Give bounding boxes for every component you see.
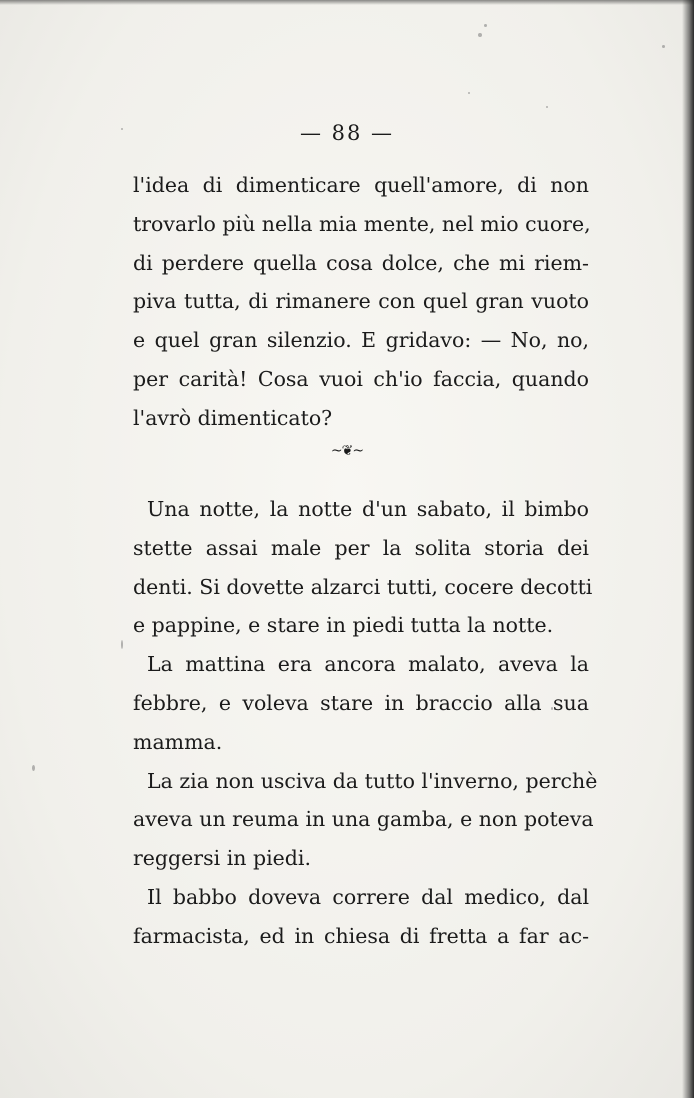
- text-line: aveva un reuma in una gamba, e non poteva: [133, 807, 594, 832]
- paragraph: [133, 762, 598, 878]
- paragraph: [133, 878, 589, 956]
- text-line: e quel gran silenzio. E gridavo: — No, no,: [133, 328, 589, 353]
- paper-speck: [484, 24, 487, 27]
- text-line: Una notte, la notte d'un sabato, il bimbo: [147, 497, 589, 521]
- text-line: La zia non usciva da tutto l'inverno, perchè: [147, 768, 598, 793]
- page-top-shadow: [0, 0, 694, 5]
- paragraph: [133, 645, 589, 761]
- text-line: trovarlo più nella mia mente, nel mio cuore,: [133, 211, 591, 236]
- paper-speck: [32, 765, 35, 771]
- paragraph: [133, 490, 593, 645]
- section-ornament: ~❦~: [330, 443, 364, 459]
- text-line: reggersi in piedi.: [133, 846, 311, 871]
- text-line: Il babbo doveva correre dal medico, dal: [147, 884, 589, 909]
- text-line: l'avrò dimenticato?: [133, 405, 333, 430]
- paper-speck: [546, 106, 548, 108]
- paper-speck: [662, 45, 665, 48]
- paper-speck: [468, 92, 470, 94]
- text-line: l'idea di dimenticare quell'amore, di non: [133, 173, 589, 197]
- text-line: di perdere quella cosa dolce, che mi riem-: [133, 250, 589, 275]
- paragraph-continued: [133, 166, 589, 438]
- text-line: febbre, e voleva stare in braccio alla sua: [133, 690, 589, 715]
- text-line: mamma.: [133, 729, 223, 754]
- paper-speck: [478, 33, 482, 37]
- text-line: La mattina era ancora malato, aveva la: [147, 652, 589, 677]
- text-line: denti. Si dovette alzarci tutti, cocere decotti: [133, 574, 593, 599]
- page-number: — 88 —: [299, 121, 395, 145]
- text-line: piva tutta, di rimanere con quel gran vuoto: [133, 289, 589, 314]
- paper-speck: [121, 640, 123, 649]
- text-line: stette assai male per la solita storia dei: [133, 535, 589, 560]
- text-line: farmacista, ed in chiesa di fretta a far ac-: [133, 923, 589, 948]
- page-edge-shadow: [682, 0, 694, 1098]
- text-line: e pappine, e stare in piedi tutta la notte.: [133, 613, 554, 638]
- text-line: per carità! Cosa vuoi ch'io faccia, quando: [133, 366, 589, 391]
- body-text: [133, 490, 598, 956]
